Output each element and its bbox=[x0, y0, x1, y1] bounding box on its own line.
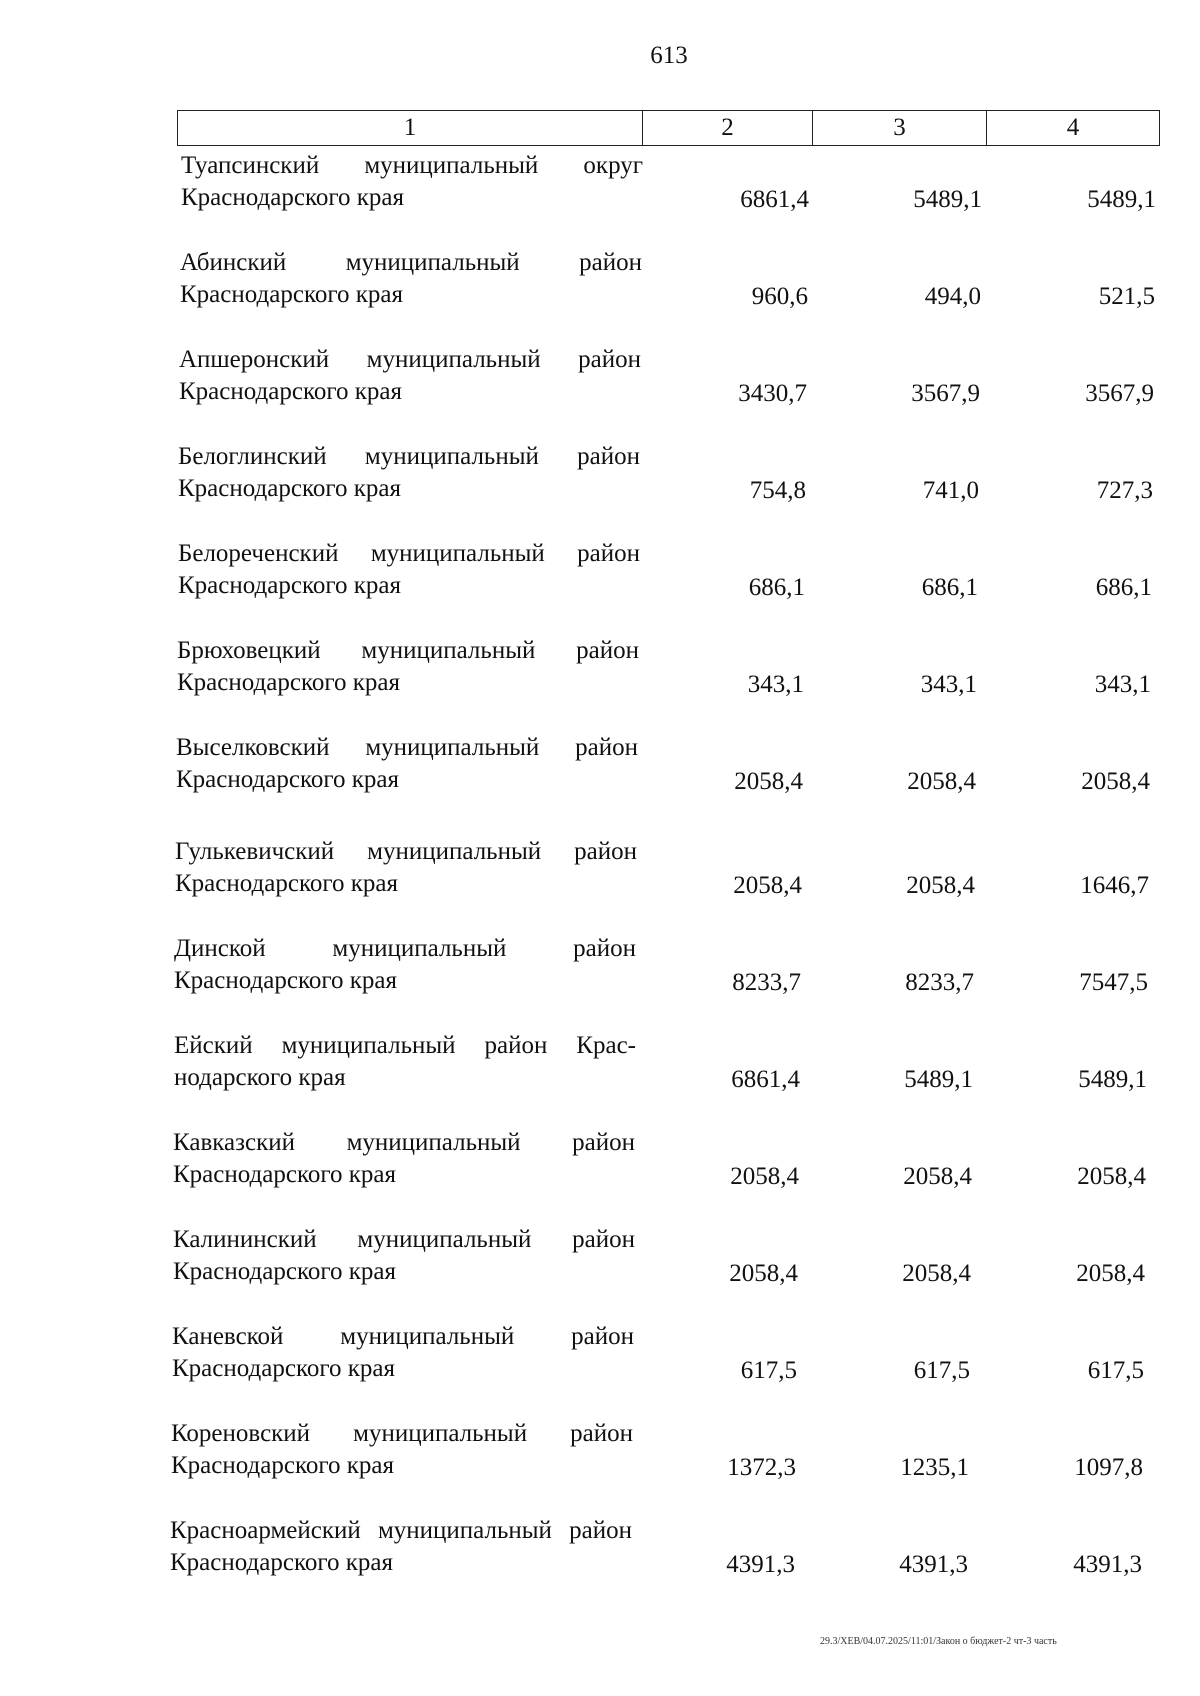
row-value-col-2: 6861,4 bbox=[731, 1066, 800, 1093]
row-name: Каневской муниципальный район Краснодарского края bbox=[172, 1323, 634, 1382]
row-value-col-2: 960,6 bbox=[751, 283, 808, 310]
row-value-col-2: 2058,4 bbox=[729, 1260, 798, 1287]
row-value-col-3: 2058,4 bbox=[902, 1260, 971, 1287]
table-row bbox=[0, 441, 1200, 511]
table-row bbox=[0, 344, 1200, 414]
row-value-col-2: 686,1 bbox=[748, 574, 805, 601]
row-name: Выселковский муниципальный район Краснодарского края bbox=[176, 734, 638, 793]
row-value-col-4: 521,5 bbox=[1098, 283, 1155, 310]
row-value-col-4: 1097,8 bbox=[1074, 1454, 1143, 1481]
row-value-col-4: 686,1 bbox=[1095, 574, 1152, 601]
table-row bbox=[0, 1515, 1200, 1585]
row-value-col-2: 6861,4 bbox=[740, 186, 809, 213]
row-name: Абинский муниципальный район Краснодарского края bbox=[180, 249, 642, 308]
row-name: Калининский муниципальный район Краснодарского края bbox=[173, 1226, 635, 1285]
row-value-col-4: 2058,4 bbox=[1081, 768, 1150, 795]
row-value-col-4: 727,3 bbox=[1096, 477, 1153, 504]
row-value-col-3: 1235,1 bbox=[900, 1454, 969, 1481]
row-value-col-3: 343,1 bbox=[920, 671, 977, 698]
row-value-col-3: 2058,4 bbox=[903, 1163, 972, 1190]
row-name: Кореновский муниципальный район Краснодарского края bbox=[171, 1420, 633, 1479]
row-value-col-3: 8233,7 bbox=[905, 969, 974, 996]
row-value-col-2: 3430,7 bbox=[738, 380, 807, 407]
row-name: Туапсинский муниципальный округ Краснодарского края bbox=[181, 152, 643, 211]
header-col-4: 4 bbox=[987, 110, 1160, 146]
table-row bbox=[0, 1321, 1200, 1391]
table-row bbox=[0, 635, 1200, 705]
row-value-col-2: 8233,7 bbox=[732, 969, 801, 996]
table-row bbox=[0, 1127, 1200, 1197]
row-value-col-2: 2058,4 bbox=[734, 768, 803, 795]
table-row bbox=[0, 1030, 1200, 1100]
row-value-col-4: 617,5 bbox=[1087, 1357, 1144, 1384]
row-value-col-3: 617,5 bbox=[913, 1357, 970, 1384]
table-row bbox=[0, 538, 1200, 608]
row-name: Апшеронский муниципальный район Краснодарского края bbox=[179, 346, 641, 405]
row-value-col-4: 5489,1 bbox=[1078, 1066, 1147, 1093]
row-value-col-2: 1372,3 bbox=[727, 1454, 796, 1481]
row-value-col-4: 343,1 bbox=[1094, 671, 1151, 698]
row-value-col-4: 1646,7 bbox=[1080, 872, 1149, 899]
row-value-col-2: 617,5 bbox=[740, 1357, 797, 1384]
row-name: Брюховецкий муниципальный район Краснодарского края bbox=[177, 637, 639, 696]
row-name: Кавказский муниципальный район Краснодарского края bbox=[173, 1129, 635, 1188]
row-value-col-3: 686,1 bbox=[921, 574, 978, 601]
row-value-col-3: 2058,4 bbox=[907, 768, 976, 795]
row-value-col-3: 3567,9 bbox=[911, 380, 980, 407]
row-value-col-2: 4391,3 bbox=[726, 1551, 795, 1578]
row-name: Белореченский муниципальный район Краснодарского края bbox=[178, 540, 640, 599]
row-name: Ейский муниципальный район Крас-нодарского края bbox=[174, 1032, 636, 1091]
row-name: Динской муниципальный район Краснодарского края bbox=[174, 935, 636, 994]
header-col-2: 2 bbox=[643, 110, 813, 146]
row-value-col-4: 7547,5 bbox=[1079, 969, 1148, 996]
table-row bbox=[0, 1418, 1200, 1488]
document-footer: 29.3/XEB/04.07.2025/11:01/Закон о бюджет-2 чт-3 часть bbox=[820, 1636, 1057, 1647]
row-value-col-3: 5489,1 bbox=[904, 1066, 973, 1093]
row-value-col-3: 2058,4 bbox=[906, 872, 975, 899]
table-row bbox=[0, 732, 1200, 802]
table-row bbox=[0, 247, 1200, 317]
row-value-col-4: 2058,4 bbox=[1077, 1163, 1146, 1190]
header-col-1: 1 bbox=[177, 110, 643, 146]
row-value-col-2: 754,8 bbox=[749, 477, 806, 504]
table-row bbox=[0, 836, 1200, 906]
row-value-col-3: 494,0 bbox=[924, 283, 981, 310]
row-value-col-4: 2058,4 bbox=[1076, 1260, 1145, 1287]
page-number: 613 bbox=[650, 42, 688, 69]
header-col-3: 3 bbox=[813, 110, 987, 146]
table-row bbox=[0, 1224, 1200, 1294]
row-value-col-4: 3567,9 bbox=[1085, 380, 1154, 407]
row-value-col-4: 5489,1 bbox=[1087, 186, 1156, 213]
row-value-col-3: 4391,3 bbox=[899, 1551, 968, 1578]
row-value-col-4: 4391,3 bbox=[1073, 1551, 1142, 1578]
row-value-col-2: 343,1 bbox=[747, 671, 804, 698]
row-name: Белоглинский муниципальный район Краснодарского края bbox=[178, 443, 640, 502]
row-value-col-2: 2058,4 bbox=[733, 872, 802, 899]
table-row bbox=[0, 150, 1200, 220]
row-name: Гулькевичский муниципальный район Краснодарского края bbox=[175, 838, 637, 897]
row-name: Красноармейский муниципальный район Краснодарского края bbox=[170, 1517, 632, 1576]
row-value-col-3: 741,0 bbox=[922, 477, 979, 504]
row-value-col-3: 5489,1 bbox=[913, 186, 982, 213]
row-value-col-2: 2058,4 bbox=[730, 1163, 799, 1190]
table-row bbox=[0, 933, 1200, 1003]
